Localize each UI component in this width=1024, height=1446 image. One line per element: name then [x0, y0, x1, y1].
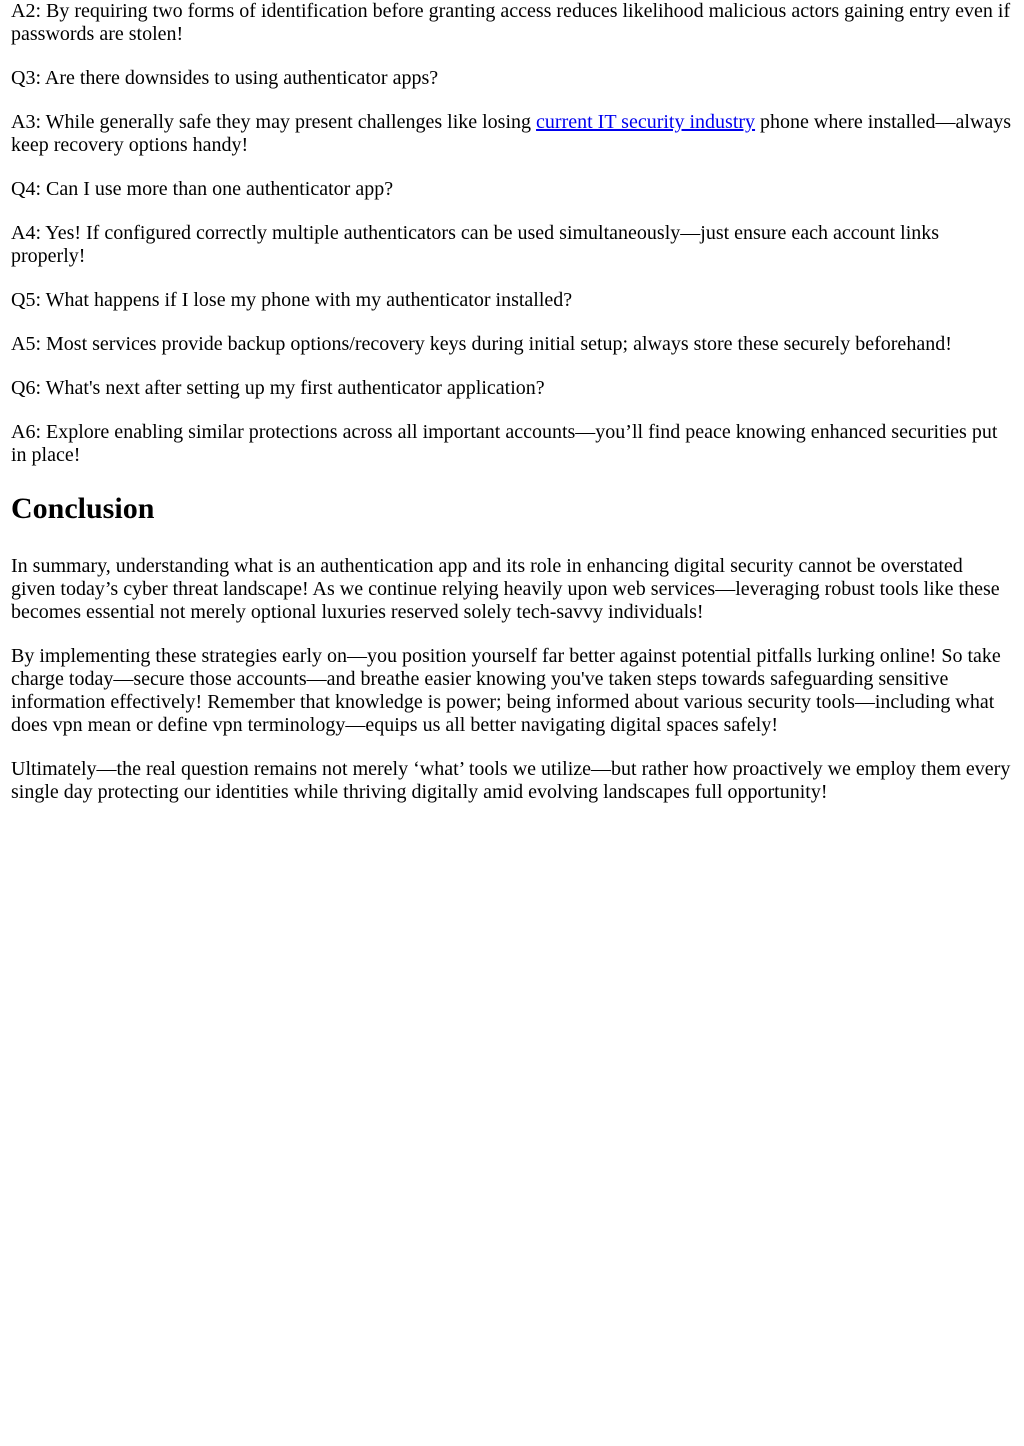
conclusion-paragraph-1: In summary, understanding what is an authentication app and its role in enhancing digital security cannot be overstated given today’s cyber threat landscape! As we continue relying heavily upon web services—leveraging robust tools like these becomes essential not merely optional luxuries reserved solely tech-savvy individuals! [11, 555, 1000, 623]
faq-question-4: Q4: Can I use more than one authenticator app? [11, 178, 394, 200]
faq-answer-3-text-after: phone where installed—always keep recovery options handy! [11, 111, 1012, 156]
faq-answer-6: A6: Explore enabling similar protections across all important accounts—you’ll find peace knowing enhanced securities put in place! [11, 421, 998, 466]
faq-answer-2: A2: By requiring two forms of identification before granting access reduces likelihood malicious actors gaining entry even if passwords are stolen! [11, 0, 1011, 45]
faq-answer-5: A5: Most services provide backup options/recovery keys during initial setup; always store these securely beforehand! [11, 333, 952, 355]
faq-question-5: Q5: What happens if I lose my phone with my authenticator installed? [11, 289, 573, 311]
faq-answer-3-text-before: A3: While generally safe they may present challenges like losing [11, 111, 537, 133]
security-industry-link[interactable]: current IT security industry [536, 111, 756, 133]
faq-answer-4: A4: Yes! If configured correctly multiple authenticators can be used simultaneously—just ensure each account links properly! [11, 222, 940, 267]
conclusion-paragraph-3: Ultimately—the real question remains not merely ‘what’ tools we utilize—but rather how proactively we employ them every single day protecting our identities while thriving digitally amid evolving landscapes full opportunity! [11, 758, 1011, 803]
faq-question-6: Q6: What's next after setting up my first authenticator application? [11, 377, 545, 399]
faq-answer-3 [11, 111, 1012, 157]
conclusion-heading: Conclusion [11, 492, 155, 525]
conclusion-paragraph-2: By implementing these strategies early on—you position yourself far better against potential pitfalls lurking online! So take charge today—secure those accounts—and breathe easier knowing you've taken steps towards safeguarding sensitive information effectively! Remember that knowledge is power; being informed about various security tools—including what does vpn mean or define vpn terminology—equips us all better navigating digital spaces safely! [11, 645, 1001, 736]
faq-question-3: Q3: Are there downsides to using authenticator apps? [11, 67, 439, 89]
